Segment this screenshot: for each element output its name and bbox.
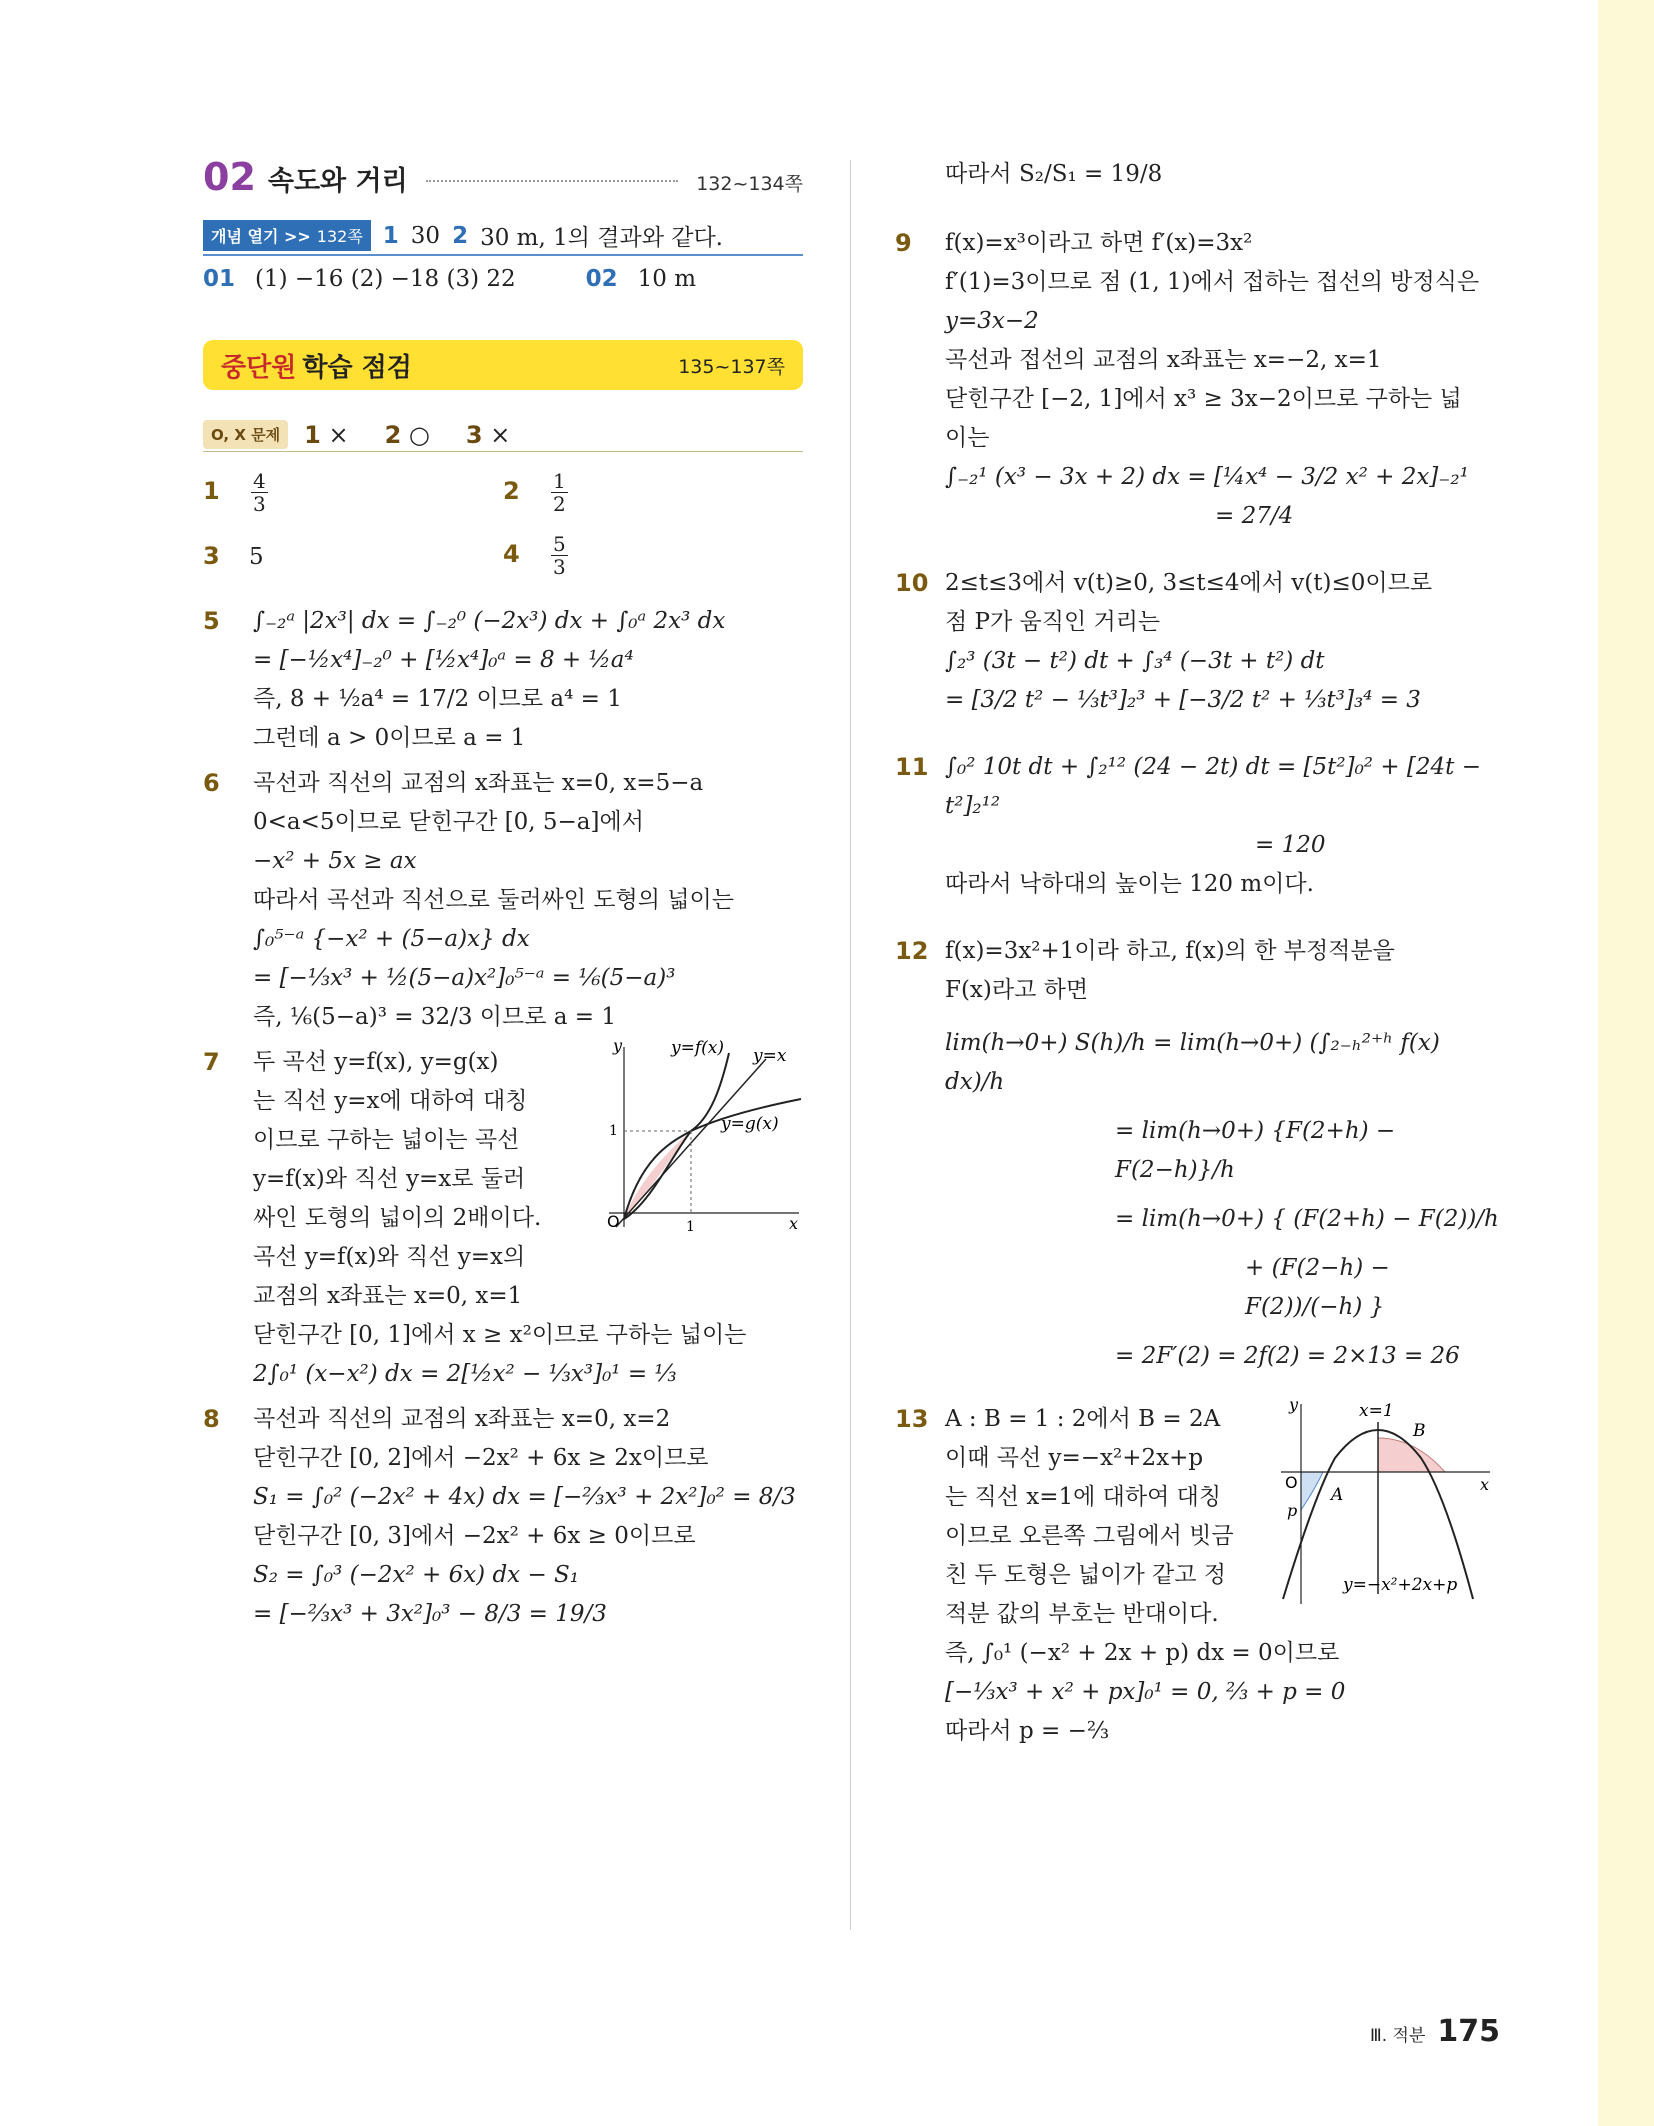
- solution-line: 곡선과 직선의 교점의 x좌표는 x=0, x=5−a: [253, 770, 704, 796]
- answer-value: (1) −16 (2) −18 (3) 22: [255, 266, 516, 292]
- problem-number: 10: [895, 569, 929, 597]
- problem-number: 2: [503, 476, 520, 505]
- solution-line: 친 두 도형은 넓이가 같고 정: [945, 1562, 1226, 1588]
- solution-line: 따라서 p = −⅔: [945, 1718, 1110, 1744]
- problem-number: 6: [203, 769, 220, 797]
- problem-row-01-02: [203, 266, 803, 292]
- solution-line: = lim(h→0+) { (F(2+h) − F(2))/h: [1115, 1206, 1499, 1232]
- concept-open-row: [203, 219, 803, 256]
- problem-12: [895, 932, 1505, 1376]
- problem-number: 02: [585, 266, 618, 292]
- solution-line: 따라서 곡선과 직선으로 둘러싸인 도형의 넓이는: [253, 887, 734, 913]
- problem-number: 9: [895, 229, 912, 257]
- solution-line: = [−½x⁴]₋₂⁰ + [½x⁴]₀ᵃ = 8 + ½a⁴: [253, 647, 634, 673]
- page-side-tab: [1598, 0, 1654, 2126]
- problem-number: 01: [203, 266, 236, 292]
- banner-pages: 135~137쪽: [678, 355, 785, 378]
- problem-7: [203, 1037, 803, 1394]
- ox-tag: O, X 문제: [203, 420, 288, 449]
- solution-line: 이므로 구하는 넓이는 곡선: [253, 1127, 520, 1153]
- ox-number: 3: [465, 420, 483, 449]
- solution-line: 따라서 낙하대의 높이는 120 m이다.: [945, 871, 1314, 897]
- axis-label: x: [789, 1214, 799, 1233]
- problem-13: [895, 1395, 1505, 1751]
- solution-line: 이므로 오른쪽 그림에서 빗금: [945, 1523, 1234, 1549]
- section-header: [203, 155, 803, 199]
- solution-line: = lim(h→0+) {F(2+h) − F(2−h)}/h: [1115, 1118, 1396, 1183]
- problem-number: 13: [895, 1405, 929, 1433]
- curve-label: y=g(x): [721, 1114, 779, 1134]
- problem-5: [203, 602, 803, 758]
- line-label: y=x: [753, 1046, 787, 1066]
- solution-line: ∫₀⁵⁻ᵃ {−x² + (5−a)x} dx: [253, 926, 530, 952]
- tick-label: 1: [686, 1219, 695, 1235]
- solution-line: 점 P가 움직인 거리는: [945, 609, 1161, 635]
- solution-line: = 120: [1255, 832, 1326, 858]
- right-column: [895, 155, 1505, 1751]
- region-label: B: [1413, 1421, 1426, 1441]
- problem-11: [895, 748, 1505, 904]
- problem-9: [895, 224, 1505, 536]
- solution-line: 이때 곡선 y=−x²+2x+p: [945, 1445, 1204, 1471]
- answer-number: 1: [382, 222, 399, 249]
- solution-line: ∫₋₂ᵃ |2x³| dx = ∫₋₂⁰ (−2x³) dx + ∫₀ᵃ 2x³ dx: [253, 608, 726, 634]
- solution-line: 교점의 x좌표는 x=0, x=1: [253, 1283, 523, 1309]
- problem-number: 12: [895, 937, 929, 965]
- solution-line: f(x)=3x²+1이라 하고, f(x)의 한 부정적분을: [945, 938, 1395, 964]
- axis-label: y: [1289, 1395, 1299, 1414]
- section-pages: 132~134쪽: [696, 173, 803, 195]
- solution-line: 적분 값의 부호는 반대이다.: [945, 1601, 1219, 1627]
- ox-mark: ×: [328, 420, 349, 449]
- curve-label: y=f(x): [671, 1038, 724, 1058]
- solution-line: 그런데 a > 0이므로 a = 1: [253, 725, 526, 751]
- ox-number: 2: [384, 420, 402, 449]
- origin-label: O: [607, 1212, 620, 1231]
- short-answers: [203, 470, 803, 578]
- problem-number: 3: [203, 541, 220, 570]
- solution-line: lim(h→0+) S(h)/h = lim(h→0+) (∫₂₋ₕ²⁺ʰ f(x) dx)/h: [945, 1030, 1440, 1095]
- answer-value: 30: [410, 222, 441, 249]
- solution-line: ∫₋₂¹ (x³ − 3x + 2) dx = [¼x⁴ − 3/2 x² + 2x]₋₂¹: [945, 464, 1469, 490]
- review-banner: [203, 340, 803, 390]
- banner-title-red: 중단원: [221, 352, 297, 383]
- solution-line: ∫₀² 10t dt + ∫₂¹² (24 − 2t) dt = [5t²]₀² + [24t − t²]₂¹²: [945, 754, 1481, 819]
- solution-line: 0<a<5이므로 닫힌구간 [0, 5−a]에서: [253, 809, 644, 835]
- answer-value: 30 m, 1의 결과와 같다.: [480, 225, 723, 251]
- solution-line: 곡선과 접선의 교점의 x좌표는 x=−2, x=1: [945, 347, 1382, 373]
- problem-8: [203, 1400, 803, 1634]
- problem-6: [203, 764, 803, 1037]
- solution-line: F(x)라고 하면: [945, 977, 1089, 1003]
- solution-line: + (F(2−h) − F(2))/(−h) }: [1245, 1255, 1390, 1320]
- section-number: 02: [203, 155, 256, 199]
- solution-line: 즉, 8 + ½a⁴ = 17/2 이므로 a⁴ = 1: [253, 686, 622, 712]
- solution-line: 는 직선 y=x에 대하여 대칭: [253, 1088, 528, 1114]
- answer-value: 5: [249, 543, 264, 570]
- answer-value: 10 m: [637, 266, 697, 292]
- fraction: $\frac{4}{3}$: [253, 469, 266, 516]
- parabola-figure: [1275, 1394, 1500, 1614]
- solution-line: 즉, ∫₀¹ (−x² + 2x + p) dx = 0이므로: [945, 1640, 1340, 1666]
- solution-line: 2≤t≤3에서 v(t)≥0, 3≤t≤4에서 v(t)≤0이므로: [945, 570, 1433, 596]
- solution-line: ∫₂³ (3t − t²) dt + ∫₃⁴ (−3t + t²) dt: [945, 648, 1325, 674]
- origin-label: O: [1285, 1473, 1298, 1492]
- problem-8-continued: [945, 155, 1505, 194]
- problem-number: 7: [203, 1048, 220, 1076]
- answer-number: 2: [452, 222, 469, 249]
- tick-label: 1: [609, 1123, 618, 1139]
- solution-line: S₁ = ∫₀² (−2x² + 4x) dx = [−⅔x³ + 2x²]₀² = 8/3: [253, 1484, 796, 1510]
- solution-line: −x² + 5x ≥ ax: [253, 848, 417, 874]
- axis-label: x: [1480, 1475, 1490, 1494]
- ox-number: 1: [304, 420, 321, 449]
- symmetric-curves-figure: [601, 1037, 806, 1237]
- solution-line: y=f(x)와 직선 y=x로 둘러: [253, 1166, 526, 1192]
- intercept-label: p: [1287, 1501, 1298, 1520]
- fraction: $\frac{5}{3}$: [553, 532, 566, 579]
- solution-line: = [3/2 t² − ⅓t³]₂³ + [−3/2 t² + ⅓t³]₃⁴ = 3: [945, 687, 1421, 713]
- column-divider: [850, 160, 851, 1930]
- problem-number: 8: [203, 1405, 220, 1433]
- ox-mark: ×: [490, 420, 511, 449]
- solution-line: 닫힌구간 [0, 1]에서 x ≥ x²이므로 구하는 넓이는: [253, 1322, 747, 1348]
- ox-mark: ○: [408, 420, 430, 449]
- problem-10: [895, 564, 1505, 720]
- solution-line: f′(1)=3이므로 점 (1, 1)에서 접하는 접선의 방정식은: [945, 269, 1480, 295]
- line-label: x=1: [1359, 1401, 1394, 1421]
- solution-line: = 27/4: [1215, 503, 1294, 529]
- concept-open-tag: 개념 열기 >> 132쪽: [203, 220, 371, 251]
- leader-dots: [426, 180, 678, 182]
- solution-line: = 2F′(2) = 2f(2) = 2×13 = 26: [1115, 1343, 1460, 1369]
- banner-title: 학습 점검: [302, 352, 412, 383]
- page-footer: [1370, 2014, 1500, 2049]
- solution-line: 닫힌구간 [0, 3]에서 −2x² + 6x ≥ 0이므로: [253, 1523, 696, 1549]
- region-label: A: [1331, 1485, 1344, 1505]
- solution-line: 즉, ⅙(5−a)³ = 32/3 이므로 a = 1: [253, 1004, 616, 1030]
- solution-line: 따라서 S₂/S₁ = 19/8: [945, 161, 1163, 187]
- left-column: [203, 155, 803, 1634]
- curve-label: y=−x²+2x+p: [1343, 1575, 1458, 1595]
- solution-line: = [−⅔x³ + 3x²]₀³ − 8/3 = 19/3: [253, 1601, 607, 1627]
- solution-line: 는 직선 x=1에 대하여 대칭: [945, 1484, 1222, 1510]
- page-number: 175: [1437, 2014, 1500, 2049]
- solution-line: 이는: [945, 425, 990, 451]
- section-title: 속도와 거리: [267, 166, 408, 197]
- solution-line: 곡선과 직선의 교점의 x좌표는 x=0, x=2: [253, 1406, 671, 1432]
- chapter-label: Ⅲ. 적분: [1370, 2026, 1426, 2046]
- solution-line: A : B = 1 : 2에서 B = 2A: [945, 1406, 1221, 1432]
- problem-number: 11: [895, 753, 929, 781]
- solution-line: S₂ = ∫₀³ (−2x² + 6x) dx − S₁: [253, 1562, 580, 1588]
- problem-number: 5: [203, 607, 220, 635]
- solution-line: [−⅓x³ + x² + px]₀¹ = 0, ⅔ + p = 0: [945, 1679, 1346, 1705]
- solution-line: y=3x−2: [945, 308, 1039, 334]
- solution-line: = [−⅓x³ + ½(5−a)x²]₀⁵⁻ᵃ = ⅙(5−a)³: [253, 965, 676, 991]
- solution-line: 닫힌구간 [0, 2]에서 −2x² + 6x ≥ 2x이므로: [253, 1445, 709, 1471]
- solution-line: 싸인 도형의 넓이의 2배이다.: [253, 1205, 542, 1231]
- problem-number: 4: [503, 539, 520, 568]
- fraction: $\frac{1}{2}$: [553, 469, 566, 516]
- solution-line: 곡선 y=f(x)와 직선 y=x의: [253, 1244, 526, 1270]
- solution-line: f(x)=x³이라고 하면 f′(x)=3x²: [945, 230, 1253, 256]
- solution-line: 2∫₀¹ (x−x²) dx = 2[½x² − ⅓x³]₀¹ = ⅓: [253, 1361, 677, 1387]
- solution-line: 닫힌구간 [−2, 1]에서 x³ ≥ 3x−2이므로 구하는 넓: [945, 386, 1462, 412]
- solution-line: 두 곡선 y=f(x), y=g(x): [253, 1049, 499, 1075]
- ox-question-row: [203, 420, 803, 452]
- problem-number: 1: [203, 476, 220, 505]
- axis-label: y: [613, 1037, 623, 1055]
